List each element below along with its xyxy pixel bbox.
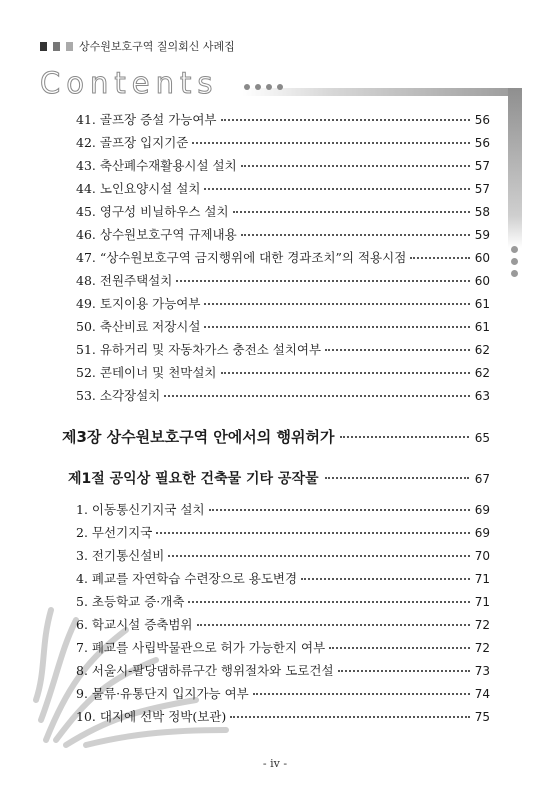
entry-number: 48. (76, 273, 96, 288)
dot-leader (253, 693, 470, 695)
entry-number: 50. (76, 319, 96, 334)
entry-title: 골프장 입지기준 (99, 135, 189, 150)
entry-number: 2. (76, 525, 88, 540)
entry-page: 71 (474, 572, 490, 586)
entry-number: 10. (76, 709, 96, 724)
toc-entry[interactable] (76, 179, 490, 199)
entry-title: 폐교를 사립박물관으로 허가 가능한지 여부 (91, 640, 326, 655)
entry-title: 콘테이너 및 천막설치 (99, 365, 217, 380)
entry-page: 70 (474, 549, 490, 563)
entry-page: 62 (474, 343, 490, 357)
entry-title: 이동통신기지국 설치 (91, 502, 205, 517)
entry-number: 4. (76, 571, 88, 586)
entry-page: 59 (474, 228, 490, 242)
entry-page: 60 (474, 274, 490, 288)
entry-title: “상수원보호구역 금지행위에 대한 경과조치”의 적용시점 (99, 250, 407, 265)
entry-number: 52. (76, 365, 96, 380)
chapter-heading[interactable] (62, 426, 490, 447)
entry-page: 56 (474, 136, 490, 150)
toc-entry[interactable] (76, 386, 490, 406)
entry-page: 60 (474, 251, 490, 265)
dot-leader (164, 395, 470, 397)
entry-page: 61 (474, 320, 490, 334)
entry-page: 69 (474, 526, 490, 540)
entry-page: 71 (474, 595, 490, 609)
entry-page: 56 (474, 113, 490, 127)
header-square-icon (53, 42, 60, 51)
toc-entry[interactable] (76, 225, 490, 245)
entry-title: 축산비료 저장시설 (99, 319, 201, 334)
entry-page: 72 (474, 641, 490, 655)
dot-leader (209, 509, 470, 511)
entry-page: 69 (474, 503, 490, 517)
contents-heading: Contents (40, 66, 219, 100)
dot-leader (325, 349, 470, 351)
entry-title: 소각장설치 (99, 388, 161, 403)
toc-entry[interactable] (76, 638, 490, 658)
decorative-dots (244, 84, 283, 90)
entry-number: 41. (76, 112, 96, 127)
page-number: - iv - (262, 757, 288, 770)
entry-number: 45. (76, 204, 96, 219)
header-square-icon (66, 42, 73, 51)
dot-leader (241, 234, 470, 236)
entry-number: 43. (76, 158, 96, 173)
entry-number: 51. (76, 342, 96, 357)
decorative-side-dots (511, 246, 518, 277)
entry-title: 폐교를 자연학습 수련장으로 용도변경 (91, 571, 298, 586)
entry-title: 토지이용 가능여부 (99, 296, 201, 311)
toc-entry[interactable] (76, 340, 490, 360)
dot-leader (233, 211, 470, 213)
entry-number: 1. (76, 502, 88, 517)
dot-leader (329, 647, 470, 649)
toc-entry[interactable] (76, 317, 490, 337)
entry-title: 초등학교 증·개축 (91, 594, 185, 609)
dot-leader (241, 165, 470, 167)
header-square-icon (40, 42, 47, 51)
entry-title: 전원주택설치 (99, 273, 173, 288)
dot-leader (325, 477, 469, 479)
dot-leader (156, 532, 470, 534)
dot-leader (168, 555, 470, 557)
dot-leader (301, 578, 470, 580)
entry-title: 유하거리 및 자동차가스 충전소 설치여부 (99, 342, 322, 357)
entry-page: 57 (474, 182, 490, 196)
header-title: 상수원보호구역 질의회신 사례집 (79, 40, 235, 53)
entry-number: 46. (76, 227, 96, 242)
entry-title: 서울시-팔당댐하류구간 행위절차와 도로건설 (91, 663, 334, 678)
toc-entry[interactable] (76, 592, 490, 612)
dot-leader (230, 716, 470, 718)
entry-page: 63 (474, 389, 490, 403)
toc-entry[interactable] (76, 500, 490, 520)
entry-title: 전기통신설비 (91, 548, 165, 563)
toc-entry[interactable] (76, 133, 490, 153)
toc-entry[interactable] (76, 202, 490, 222)
entry-title: 상수원보호구역 규제내용 (99, 227, 237, 242)
dot-leader (204, 326, 470, 328)
entry-page: 73 (474, 664, 490, 678)
toc-entry[interactable] (76, 523, 490, 543)
entry-number: 9. (76, 686, 88, 701)
entry-page: 61 (474, 297, 490, 311)
decorative-side-tab (508, 88, 522, 248)
entry-title: 영구성 비닐하우스 설치 (99, 204, 229, 219)
entry-title: 축산폐수재활용시설 설치 (99, 158, 237, 173)
entry-number: 49. (76, 296, 96, 311)
toc-entry[interactable] (76, 615, 490, 635)
toc-entry[interactable] (76, 684, 490, 704)
dot-leader (340, 436, 468, 438)
entry-title: 대지에 선박 정박(보관) (99, 709, 227, 724)
entry-title: 물류·유통단지 입지가능 여부 (91, 686, 249, 701)
entry-number: 3. (76, 548, 88, 563)
dot-leader (192, 142, 470, 144)
entry-page: 75 (474, 710, 490, 724)
entry-number: 8. (76, 663, 88, 678)
toc-entry[interactable] (76, 363, 490, 383)
entry-page: 62 (474, 366, 490, 380)
entry-page: 57 (474, 159, 490, 173)
entry-number: 6. (76, 617, 88, 632)
toc-entry[interactable] (76, 569, 490, 589)
entry-title: 무선기지국 (91, 525, 153, 540)
dot-leader (197, 624, 471, 626)
running-header (40, 38, 235, 54)
chapter-title: 제3장 상수원보호구역 안에서의 행위허가 (62, 428, 335, 446)
dot-leader (204, 188, 470, 190)
dot-leader (188, 601, 470, 603)
toc-entry[interactable] (76, 110, 490, 130)
toc-entry[interactable] (76, 156, 490, 176)
entry-page: 74 (474, 687, 490, 701)
entry-page: 72 (474, 618, 490, 632)
chapter-page: 65 (474, 431, 490, 445)
toc-entry[interactable] (76, 294, 490, 314)
entry-number: 44. (76, 181, 96, 196)
section-page: 67 (474, 472, 490, 486)
dot-leader (221, 372, 471, 374)
entry-number: 7. (76, 640, 88, 655)
dot-leader (221, 119, 471, 121)
toc-entry[interactable] (76, 248, 490, 268)
entry-number: 47. (76, 250, 96, 265)
section-title: 제1절 공익상 필요한 건축물 기타 공작물 (68, 471, 319, 487)
entry-title: 노인요양시설 설치 (99, 181, 201, 196)
section-heading[interactable] (68, 468, 490, 488)
dot-leader (338, 670, 470, 672)
dot-leader (204, 303, 470, 305)
entry-number: 5. (76, 594, 88, 609)
toc-entry[interactable] (76, 707, 490, 727)
toc-entry[interactable] (76, 661, 490, 681)
entry-page: 58 (474, 205, 490, 219)
dot-leader (410, 257, 470, 259)
dot-leader (176, 280, 470, 282)
entry-title: 학교시설 증축범위 (91, 617, 193, 632)
entry-number: 53. (76, 388, 96, 403)
entry-number: 42. (76, 135, 96, 150)
toc-entry[interactable] (76, 271, 490, 291)
entry-title: 골프장 증설 가능여부 (99, 112, 217, 127)
toc-entry[interactable] (76, 546, 490, 566)
